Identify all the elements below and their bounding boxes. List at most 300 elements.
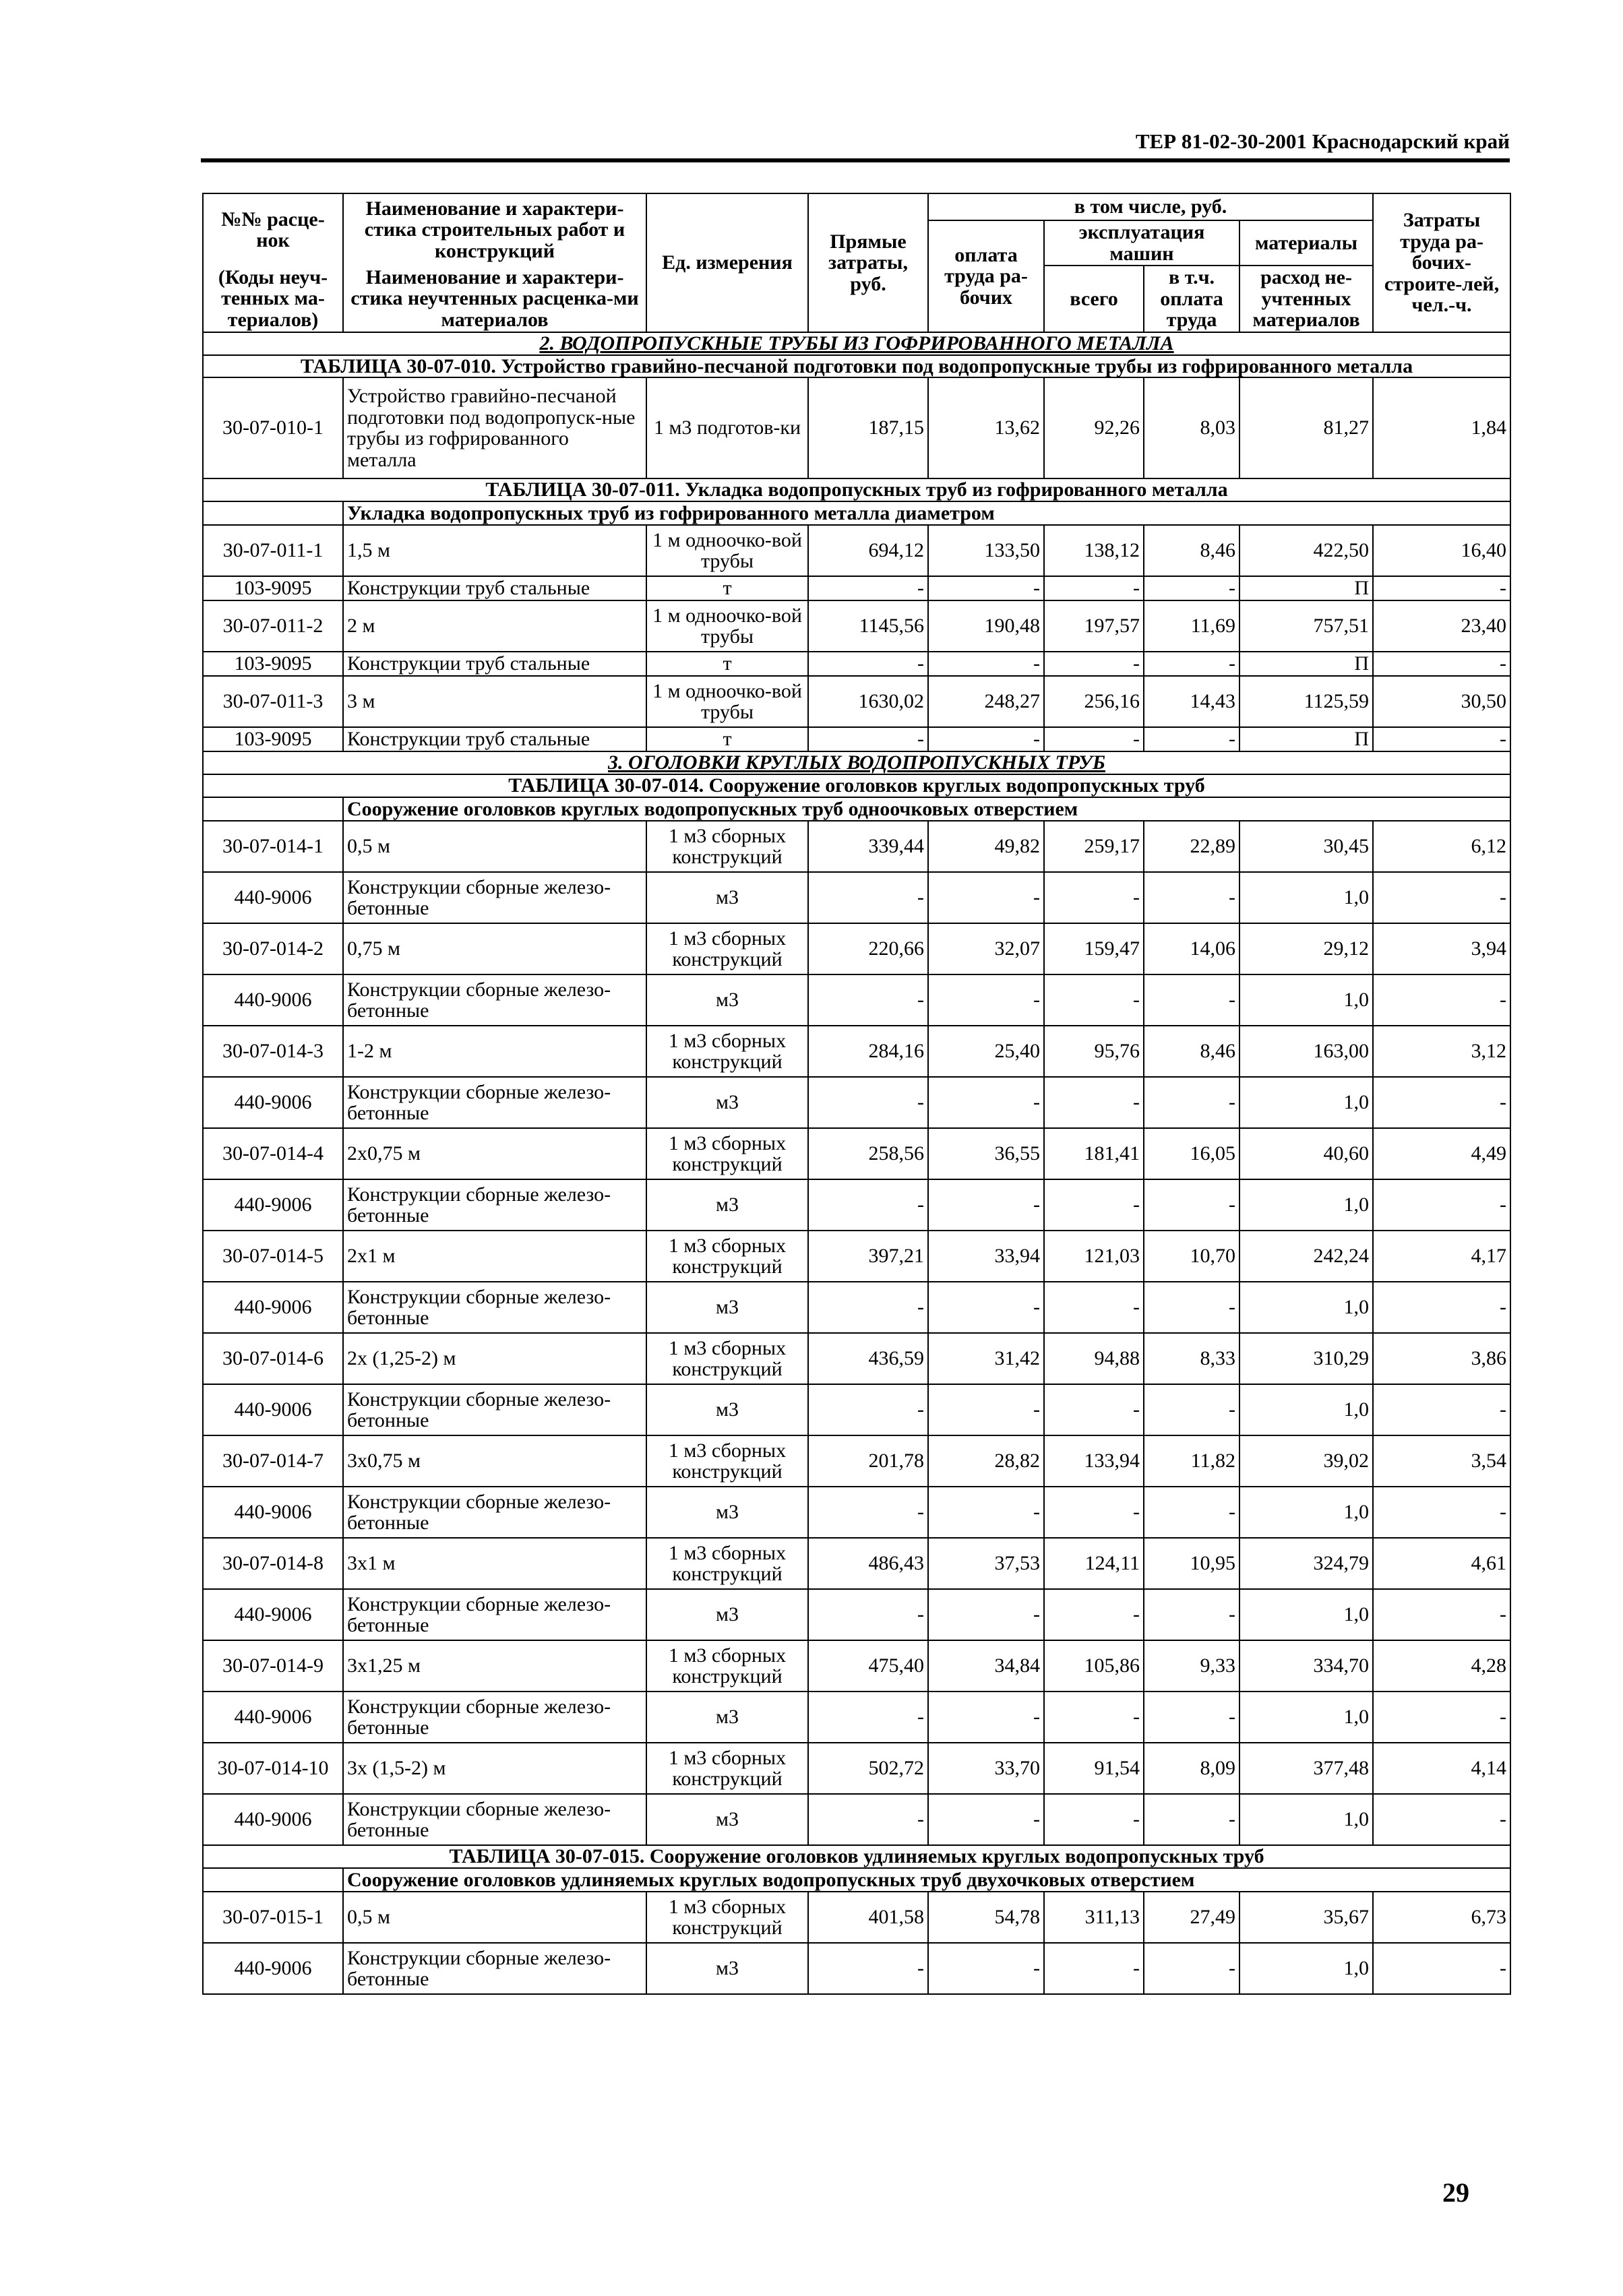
labor-cost: 4,49	[1373, 1128, 1510, 1179]
material-quantity: 1,0	[1239, 1943, 1373, 1994]
empty-value: -	[1144, 1943, 1239, 1994]
direct-cost: 502,72	[808, 1743, 928, 1794]
rate-unit: 1 м3 сборных конструкций	[646, 923, 808, 974]
rate-code: 30-07-014-9	[203, 1640, 343, 1692]
material-name: Конструкции сборные железо-бетонные	[343, 1589, 646, 1640]
rate-unit: 1 м3 сборных конструкций	[646, 1231, 808, 1282]
machines-total: 95,76	[1044, 1026, 1144, 1077]
material-row	[203, 652, 1510, 676]
material-quantity: 1,0	[1239, 1487, 1373, 1538]
machines-total: 259,17	[1044, 821, 1144, 872]
material-row	[203, 1589, 1510, 1640]
rate-unit: 1 м3 сборных конструкций	[646, 1743, 808, 1794]
labor-pay: 25,40	[928, 1026, 1044, 1077]
rate-unit: 1 м3 сборных конструкций	[646, 1640, 808, 1692]
table-title: ТАБЛИЦА 30-07-015. Сооружение оголовков удлиняемых круглых водопропускных труб	[203, 1845, 1510, 1868]
machines-total: 94,88	[1044, 1333, 1144, 1384]
rate-name: 1,5 м	[343, 525, 646, 576]
labor-cost: 4,14	[1373, 1743, 1510, 1794]
labor-cost: 3,54	[1373, 1435, 1510, 1487]
rate-name: 2 м	[343, 600, 646, 652]
empty-value: -	[808, 1282, 928, 1333]
empty-value: -	[928, 727, 1044, 751]
empty-value: -	[1144, 652, 1239, 676]
machines-labor: 8,33	[1144, 1333, 1239, 1384]
empty-value: -	[1044, 974, 1144, 1026]
empty-value: -	[928, 1077, 1044, 1128]
rate-code: 30-07-014-4	[203, 1128, 343, 1179]
empty-value: -	[1144, 727, 1239, 751]
materials: 334,70	[1239, 1640, 1373, 1692]
material-unit: м3	[646, 1179, 808, 1231]
material-code: 440-9006	[203, 1589, 343, 1640]
direct-cost: 284,16	[808, 1026, 928, 1077]
rate-code: 30-07-015-1	[203, 1892, 343, 1943]
empty-value: -	[808, 1077, 928, 1128]
material-code: 440-9006	[203, 872, 343, 923]
material-code: 103-9095	[203, 727, 343, 751]
col-labor-header: Затраты труда ра-бочих-строите-лей, чел.-ч.	[1373, 193, 1510, 332]
rate-code: 30-07-014-7	[203, 1435, 343, 1487]
labor-cost: 4,28	[1373, 1640, 1510, 1692]
table-subtitle: Укладка водопропускных труб из гофрированного металла диаметром	[343, 501, 1510, 526]
rate-name: Устройство гравийно-песчаной подготовки под водопропуск-ные трубы из гофрированного металла	[343, 377, 646, 478]
empty-value: -	[1144, 1794, 1239, 1845]
empty-value: -	[808, 974, 928, 1026]
empty-value: -	[808, 727, 928, 751]
materials: 39,02	[1239, 1435, 1373, 1487]
empty-value: -	[1373, 872, 1510, 923]
empty-value: -	[808, 1487, 928, 1538]
empty-value: -	[1144, 1179, 1239, 1231]
rate-name: 2х0,75 м	[343, 1128, 646, 1179]
empty-value: -	[928, 1943, 1044, 1994]
material-code: 440-9006	[203, 974, 343, 1026]
materials: 377,48	[1239, 1743, 1373, 1794]
table-subtitle: Сооружение оголовков удлиняемых круглых водопропускных труб двухочковых отверстием	[343, 1868, 1510, 1892]
rate-unit: 1 м одноочко-вой трубы	[646, 525, 808, 576]
col-direct-header: Прямые затраты, руб.	[808, 193, 928, 332]
empty-value: -	[1373, 1589, 1510, 1640]
labor-pay: 13,62	[928, 377, 1044, 478]
material-quantity: 1,0	[1239, 1794, 1373, 1845]
table-row	[203, 1538, 1510, 1589]
machines-labor: 16,05	[1144, 1128, 1239, 1179]
direct-cost: 201,78	[808, 1435, 928, 1487]
col-machines-header: эксплуатация машин	[1044, 220, 1239, 266]
material-row	[203, 1384, 1510, 1435]
table-row	[203, 821, 1510, 872]
material-name: Конструкции сборные железо-бетонные	[343, 1943, 646, 1994]
rate-name: 0,5 м	[343, 1892, 646, 1943]
empty-value: -	[1373, 1282, 1510, 1333]
empty-value: -	[1144, 1692, 1239, 1743]
empty-value: -	[1044, 1077, 1144, 1128]
col-unacc-header: расход не-учтенных материалов	[1239, 266, 1373, 332]
direct-cost: 436,59	[808, 1333, 928, 1384]
empty-value: -	[808, 1692, 928, 1743]
empty-value: -	[928, 1692, 1044, 1743]
material-row	[203, 1179, 1510, 1231]
empty-value: -	[928, 576, 1044, 600]
material-quantity: 1,0	[1239, 1077, 1373, 1128]
material-name: Конструкции сборные железо-бетонные	[343, 1692, 646, 1743]
material-code: 103-9095	[203, 576, 343, 600]
empty-value: -	[1044, 1487, 1144, 1538]
machines-total: 138,12	[1044, 525, 1144, 576]
materials: 30,45	[1239, 821, 1373, 872]
labor-cost: 1,84	[1373, 377, 1510, 478]
empty-value: -	[928, 1794, 1044, 1845]
direct-cost: 397,21	[808, 1231, 928, 1282]
rate-unit: 1 м3 сборных конструкций	[646, 1435, 808, 1487]
header-rule	[201, 158, 1510, 162]
labor-pay: 248,27	[928, 676, 1044, 727]
machines-total: 311,13	[1044, 1892, 1144, 1943]
material-name: Конструкции сборные железо-бетонные	[343, 1077, 646, 1128]
materials: 29,12	[1239, 923, 1373, 974]
material-row	[203, 576, 1510, 600]
material-name: Конструкции сборные железо-бетонные	[343, 974, 646, 1026]
empty-value: -	[1144, 1589, 1239, 1640]
rate-name: 0,75 м	[343, 923, 646, 974]
labor-cost: 16,40	[1373, 525, 1510, 576]
direct-cost: 339,44	[808, 821, 928, 872]
empty-value: -	[1144, 1487, 1239, 1538]
direct-cost: 486,43	[808, 1538, 928, 1589]
col-incl-header: в том числе, руб.	[928, 193, 1373, 220]
rate-code: 30-07-014-5	[203, 1231, 343, 1282]
table-row	[203, 1743, 1510, 1794]
material-name: Конструкции сборные железо-бетонные	[343, 872, 646, 923]
material-row	[203, 1692, 1510, 1743]
rate-code: 30-07-014-10	[203, 1743, 343, 1794]
materials: 422,50	[1239, 525, 1373, 576]
empty-value: -	[1144, 576, 1239, 600]
material-row	[203, 1943, 1510, 1994]
materials: 81,27	[1239, 377, 1373, 478]
empty-value: -	[808, 652, 928, 676]
material-row	[203, 1282, 1510, 1333]
material-unit: м3	[646, 1589, 808, 1640]
direct-cost: 1145,56	[808, 600, 928, 652]
empty-value: -	[1044, 1692, 1144, 1743]
page-number: 29	[1442, 2177, 1469, 2208]
empty-value: -	[1373, 576, 1510, 600]
materials: 242,24	[1239, 1231, 1373, 1282]
rate-unit: 1 м3 сборных конструкций	[646, 1538, 808, 1589]
material-unit: м3	[646, 1487, 808, 1538]
material-quantity: 1,0	[1239, 974, 1373, 1026]
col-mach-pay-header: в т.ч. оплата труда	[1144, 266, 1239, 332]
empty-value: -	[1044, 1794, 1144, 1845]
rate-name: 2х1 м	[343, 1231, 646, 1282]
rate-name: 1-2 м	[343, 1026, 646, 1077]
material-row	[203, 1487, 1510, 1538]
material-code: 440-9006	[203, 1692, 343, 1743]
labor-cost: 3,94	[1373, 923, 1510, 974]
material-name: Конструкции сборные железо-бетонные	[343, 1487, 646, 1538]
rate-unit: 1 м3 сборных конструкций	[646, 821, 808, 872]
rate-code: 30-07-011-1	[203, 525, 343, 576]
empty-value: -	[1044, 1179, 1144, 1231]
machines-labor: 11,82	[1144, 1435, 1239, 1487]
rate-name: 0,5 м	[343, 821, 646, 872]
col-name-header: Наименование и характери-стика строительных работ и конструкций	[343, 193, 646, 266]
machines-labor: 8,46	[1144, 525, 1239, 576]
table-subtitle: Сооружение оголовков круглых водопропускных труб одноочковых отверстием	[343, 797, 1510, 821]
table-row	[203, 1128, 1510, 1179]
empty-value: -	[1044, 1282, 1144, 1333]
direct-cost: 187,15	[808, 377, 928, 478]
material-name: Конструкции труб стальные	[343, 652, 646, 676]
empty-value: -	[1373, 974, 1510, 1026]
material-unit: м3	[646, 1384, 808, 1435]
empty-value: -	[1373, 1077, 1510, 1128]
empty-value: -	[808, 872, 928, 923]
empty-value: -	[1044, 576, 1144, 600]
empty-value: -	[808, 1794, 928, 1845]
machines-total: 256,16	[1044, 676, 1144, 727]
empty-value: -	[1373, 1384, 1510, 1435]
machines-total: 197,57	[1044, 600, 1144, 652]
material-quantity: 1,0	[1239, 1179, 1373, 1231]
empty-value: -	[928, 652, 1044, 676]
document-header: ТЕР 81-02-30-2001 Краснодарский край	[1135, 129, 1510, 153]
machines-labor: 27,49	[1144, 1892, 1239, 1943]
rate-code: 30-07-014-3	[203, 1026, 343, 1077]
labor-pay: 133,50	[928, 525, 1044, 576]
labor-pay: 190,48	[928, 600, 1044, 652]
empty-value: -	[808, 1179, 928, 1231]
rate-unit: 1 м3 сборных конструкций	[646, 1128, 808, 1179]
rate-unit: 1 м3 сборных конструкций	[646, 1026, 808, 1077]
col-name-bottom-header: Наименование и характери-стика неучтенных расценка-ми материалов	[343, 266, 646, 332]
rates-table	[202, 193, 1511, 1995]
empty-value: -	[928, 1282, 1044, 1333]
empty-value: -	[1373, 1692, 1510, 1743]
empty-value: -	[1373, 1179, 1510, 1231]
rate-name: 3х1,25 м	[343, 1640, 646, 1692]
direct-cost: 258,56	[808, 1128, 928, 1179]
empty-value: -	[928, 1589, 1044, 1640]
material-quantity: П	[1239, 576, 1373, 600]
labor-cost: 4,17	[1373, 1231, 1510, 1282]
labor-cost: 6,73	[1373, 1892, 1510, 1943]
rate-name: 3 м	[343, 676, 646, 727]
empty-value: -	[928, 974, 1044, 1026]
rate-code: 30-07-014-6	[203, 1333, 343, 1384]
labor-pay: 36,55	[928, 1128, 1044, 1179]
material-name: Конструкции сборные железо-бетонные	[343, 1384, 646, 1435]
material-quantity: П	[1239, 652, 1373, 676]
empty-value: -	[808, 1943, 928, 1994]
materials: 310,29	[1239, 1333, 1373, 1384]
material-name: Конструкции труб стальные	[343, 727, 646, 751]
direct-cost: 694,12	[808, 525, 928, 576]
col-code-header: №№ расце-нок	[203, 193, 343, 266]
labor-pay: 32,07	[928, 923, 1044, 974]
material-row	[203, 872, 1510, 923]
table-row	[203, 525, 1510, 576]
machines-total: 91,54	[1044, 1743, 1144, 1794]
col-unit-header: Ед. измерения	[646, 193, 808, 332]
table-row	[203, 1333, 1510, 1384]
table-row	[203, 1026, 1510, 1077]
machines-total: 181,41	[1044, 1128, 1144, 1179]
material-quantity: 1,0	[1239, 1282, 1373, 1333]
empty-value: -	[928, 1179, 1044, 1231]
machines-labor: 8,03	[1144, 377, 1239, 478]
machines-total: 121,03	[1044, 1231, 1144, 1282]
labor-cost: 4,61	[1373, 1538, 1510, 1589]
machines-total: 133,94	[1044, 1435, 1144, 1487]
labor-cost: 3,86	[1373, 1333, 1510, 1384]
direct-cost: 1630,02	[808, 676, 928, 727]
rate-unit: 1 м3 сборных конструкций	[646, 1333, 808, 1384]
materials: 324,79	[1239, 1538, 1373, 1589]
empty-value: -	[808, 1384, 928, 1435]
table-title: ТАБЛИЦА 30-07-014. Сооружение оголовков круглых водопропускных труб	[203, 774, 1510, 797]
material-quantity: 1,0	[1239, 872, 1373, 923]
empty-value: -	[1044, 727, 1144, 751]
labor-cost: 3,12	[1373, 1026, 1510, 1077]
empty-value: -	[808, 1589, 928, 1640]
table-row	[203, 676, 1510, 727]
table-row	[203, 600, 1510, 652]
rate-code: 30-07-014-1	[203, 821, 343, 872]
material-name: Конструкции сборные железо-бетонные	[343, 1282, 646, 1333]
rate-name: 3х1 м	[343, 1538, 646, 1589]
direct-cost: 220,66	[808, 923, 928, 974]
labor-pay: 33,94	[928, 1231, 1044, 1282]
material-quantity: П	[1239, 727, 1373, 751]
rate-name: 3х0,75 м	[343, 1435, 646, 1487]
rate-unit: 1 м одноочко-вой трубы	[646, 676, 808, 727]
rate-code: 30-07-010-1	[203, 377, 343, 478]
machines-labor: 10,95	[1144, 1538, 1239, 1589]
col-materials-header: материалы	[1239, 220, 1373, 266]
empty-value: -	[1373, 727, 1510, 751]
machines-total: 92,26	[1044, 377, 1144, 478]
machines-total: 124,11	[1044, 1538, 1144, 1589]
section-title: 3. ОГОЛОВКИ КРУГЛЫХ ВОДОПРОПУСКНЫХ ТРУБ	[203, 751, 1510, 774]
material-code: 440-9006	[203, 1943, 343, 1994]
machines-labor: 8,09	[1144, 1743, 1239, 1794]
empty-value: -	[1373, 1943, 1510, 1994]
table-row	[203, 1640, 1510, 1692]
table-row	[203, 1892, 1510, 1943]
labor-pay: 37,53	[928, 1538, 1044, 1589]
rate-code: 30-07-014-2	[203, 923, 343, 974]
table-row	[203, 1435, 1510, 1487]
section-title: 2. ВОДОПРОПУСКНЫЕ ТРУБЫ ИЗ ГОФРИРОВАННОГО МЕТАЛЛА	[203, 332, 1510, 355]
labor-pay: 34,84	[928, 1640, 1044, 1692]
empty-value: -	[1144, 1077, 1239, 1128]
materials: 163,00	[1239, 1026, 1373, 1077]
empty-value: -	[1373, 652, 1510, 676]
rate-code: 30-07-011-3	[203, 676, 343, 727]
rate-unit: 1 м одноочко-вой трубы	[646, 600, 808, 652]
material-unit: т	[646, 652, 808, 676]
materials: 1125,59	[1239, 676, 1373, 727]
direct-cost: 401,58	[808, 1892, 928, 1943]
labor-cost: 6,12	[1373, 821, 1510, 872]
machines-labor: 11,69	[1144, 600, 1239, 652]
material-unit: т	[646, 576, 808, 600]
rate-code: 30-07-014-8	[203, 1538, 343, 1589]
material-row	[203, 1794, 1510, 1845]
material-unit: м3	[646, 1077, 808, 1128]
col-mach-total-header: всего	[1044, 266, 1144, 332]
material-row	[203, 974, 1510, 1026]
empty-value: -	[928, 1384, 1044, 1435]
material-unit: т	[646, 727, 808, 751]
table-row	[203, 1231, 1510, 1282]
labor-cost: 30,50	[1373, 676, 1510, 727]
material-name: Конструкции труб стальные	[343, 576, 646, 600]
machines-labor: 14,06	[1144, 923, 1239, 974]
empty-value: -	[1144, 1282, 1239, 1333]
material-unit: м3	[646, 1943, 808, 1994]
col-pay-header: оплата труда ра-бочих	[928, 220, 1044, 332]
materials: 40,60	[1239, 1128, 1373, 1179]
direct-cost: 475,40	[808, 1640, 928, 1692]
material-unit: м3	[646, 1692, 808, 1743]
machines-labor: 10,70	[1144, 1231, 1239, 1282]
empty-value: -	[808, 576, 928, 600]
machines-labor: 8,46	[1144, 1026, 1239, 1077]
empty-value: -	[1044, 872, 1144, 923]
machines-labor: 14,43	[1144, 676, 1239, 727]
empty-value: -	[1144, 872, 1239, 923]
machines-total: 159,47	[1044, 923, 1144, 974]
empty-value: -	[1373, 1487, 1510, 1538]
labor-pay: 49,82	[928, 821, 1044, 872]
rate-name: 3х (1,5-2) м	[343, 1743, 646, 1794]
material-row	[203, 1077, 1510, 1128]
empty-value: -	[928, 872, 1044, 923]
table-title: ТАБЛИЦА 30-07-010. Устройство гравийно-песчаной подготовки под водопропускные трубы из гофрированного металла	[203, 355, 1510, 378]
material-quantity: 1,0	[1239, 1384, 1373, 1435]
material-code: 440-9006	[203, 1487, 343, 1538]
material-quantity: 1,0	[1239, 1692, 1373, 1743]
material-name: Конструкции сборные железо-бетонные	[343, 1794, 646, 1845]
empty-value: -	[1144, 1384, 1239, 1435]
machines-labor: 22,89	[1144, 821, 1239, 872]
empty-value: -	[1044, 1943, 1144, 1994]
rate-name: 2х (1,25-2) м	[343, 1333, 646, 1384]
material-code: 440-9006	[203, 1077, 343, 1128]
material-code: 440-9006	[203, 1794, 343, 1845]
material-code: 440-9006	[203, 1179, 343, 1231]
material-unit: м3	[646, 974, 808, 1026]
material-code: 440-9006	[203, 1282, 343, 1333]
labor-pay: 33,70	[928, 1743, 1044, 1794]
machines-labor: 9,33	[1144, 1640, 1239, 1692]
labor-cost: 23,40	[1373, 600, 1510, 652]
material-code: 103-9095	[203, 652, 343, 676]
empty-value: -	[1044, 1384, 1144, 1435]
machines-total: 105,86	[1044, 1640, 1144, 1692]
materials: 757,51	[1239, 600, 1373, 652]
labor-pay: 31,42	[928, 1333, 1044, 1384]
rate-unit: 1 м3 сборных конструкций	[646, 1892, 808, 1943]
empty-value: -	[1044, 652, 1144, 676]
empty-value: -	[928, 1487, 1044, 1538]
rate-code: 30-07-011-2	[203, 600, 343, 652]
materials: 35,67	[1239, 1892, 1373, 1943]
